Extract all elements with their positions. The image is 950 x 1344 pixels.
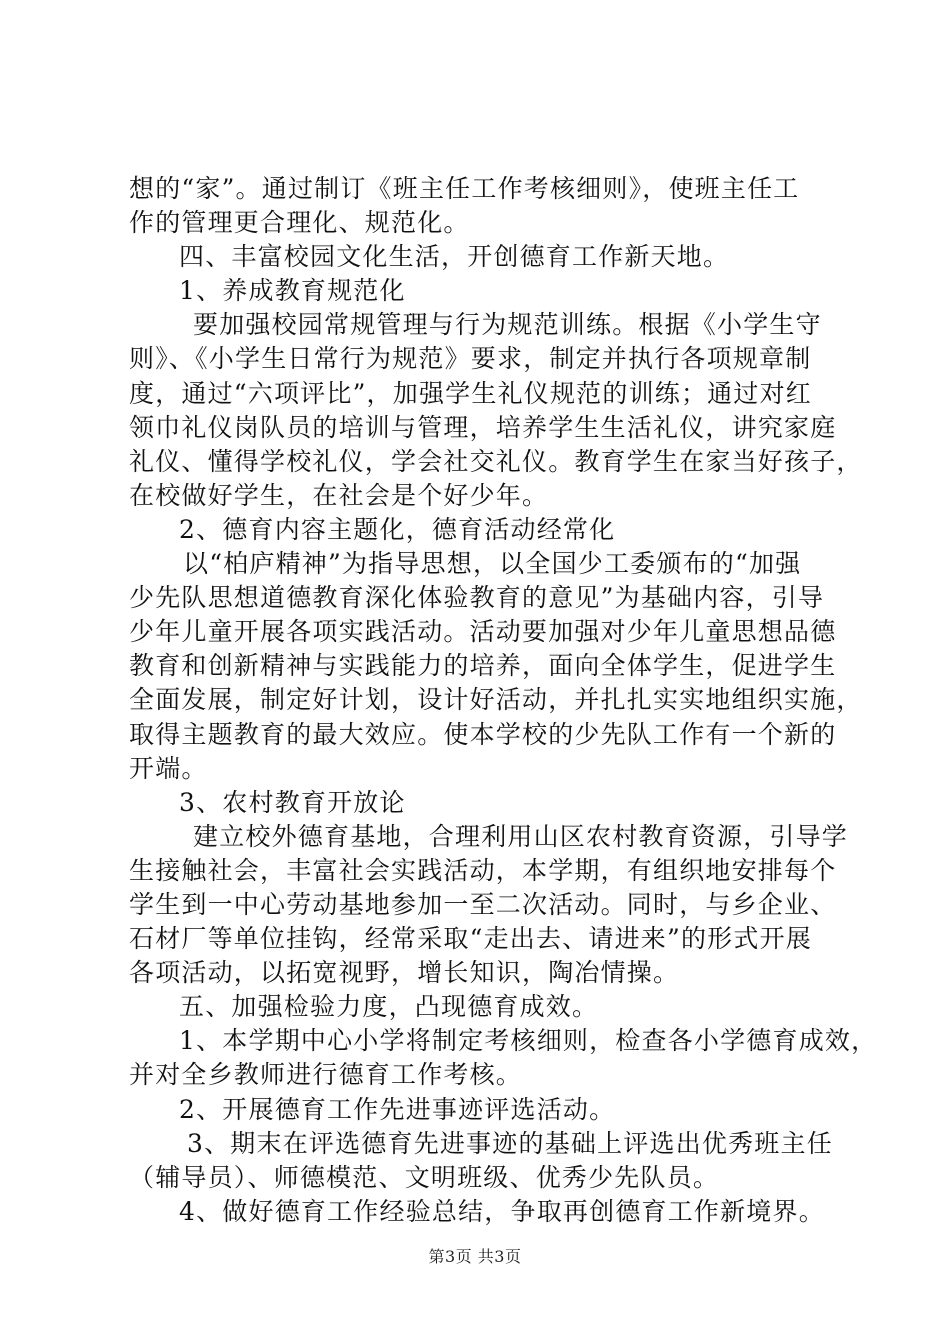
list-item: 3、期末在评选德育先进事迹的基础上评选出优秀班主任 [187, 1128, 833, 1158]
list-item: 4、做好德育工作经验总结，争取再创德育工作新境界。 [179, 1196, 825, 1226]
subsection-heading: 3、农村教育开放论 [179, 787, 406, 817]
text-line: 石材厂等单位挂钩，经常采取“走出去、请进来”的形式开展 [129, 924, 812, 954]
section-heading: 五、加强检验力度，凸现德育成效。 [179, 992, 599, 1022]
text-line: 想的“家”。通过制订《班主任工作考核细则》，使班主任工 [129, 174, 800, 203]
text-line: 生接触社会，丰富社会实践活动，本学期，有组织地安排每个 [129, 855, 837, 885]
text-line: 在校做好学生，在社会是个好少年。 [129, 480, 549, 510]
text-line: 各项活动，以拓宽视野，增长知识，陶冶情操。 [129, 958, 680, 988]
text-line: 建立校外德育基地，合理利用山区农村教育资源，引导学 [193, 821, 849, 851]
list-item: 2、开展德育工作先进事迹评选活动。 [179, 1094, 616, 1124]
page-footer [0, 1244, 950, 1267]
text-line: 开端。 [129, 753, 208, 783]
text-line: 全面发展，制定好计划，设计好活动，并扎扎实实地组织实施， [129, 685, 863, 715]
text-line: 教育和创新精神与实践能力的培养，面向全体学生，促进学生 [129, 651, 837, 681]
list-item: 1、本学期中心小学将制定考核细则，检查各小学德育成效， [179, 1026, 878, 1056]
text-line: 度，通过“六项评比”，加强学生礼仪规范的训练；通过对红 [129, 378, 812, 408]
text-line: 并对全乡教师进行德育工作考核。 [129, 1060, 523, 1090]
text-line: 以“柏庐精神”为指导思想，以全国少工委颁布的“加强 [183, 549, 802, 579]
text-line: 礼仪、懂得学校礼仪，学会社交礼仪。教育学生在家当好孩子， [129, 446, 863, 476]
text-line: （辅导员）、师德模范、文明班级、优秀少先队员。 [129, 1162, 720, 1192]
subsection-heading: 1、养成教育规范化 [179, 276, 406, 306]
body-text [129, 172, 878, 1229]
text-line: 领巾礼仪岗队员的培训与管理，培养学生生活礼仪，讲究家庭 [129, 412, 837, 442]
text-line: 少年儿童开展各项实践活动。活动要加强对少年儿童思想品德 [129, 617, 837, 647]
text-line: 要加强校园常规管理与行为规范训练。根据《小学生守 [193, 310, 822, 340]
text-line: 取得主题教育的最大效应。使本学校的少先队工作有一个新的 [129, 719, 837, 749]
page-number-label: 第3页 共3页 [428, 1247, 522, 1266]
text-line: 学生到一中心劳动基地参加一至二次活动。同时，与乡企业、 [129, 889, 837, 919]
text-line: 则》、《小学生日常行为规范》要求，制定并执行各项规章制 [129, 344, 812, 374]
section-heading: 四、丰富校园文化生活，开创德育工作新天地。 [179, 242, 730, 272]
text-line: 作的管理更合理化、规范化。 [129, 208, 470, 238]
subsection-heading: 2、德育内容主题化，德育活动经常化 [179, 514, 616, 544]
text-line: 少先队思想道德教育深化体验教育的意见”为基础内容，引导 [129, 583, 825, 613]
